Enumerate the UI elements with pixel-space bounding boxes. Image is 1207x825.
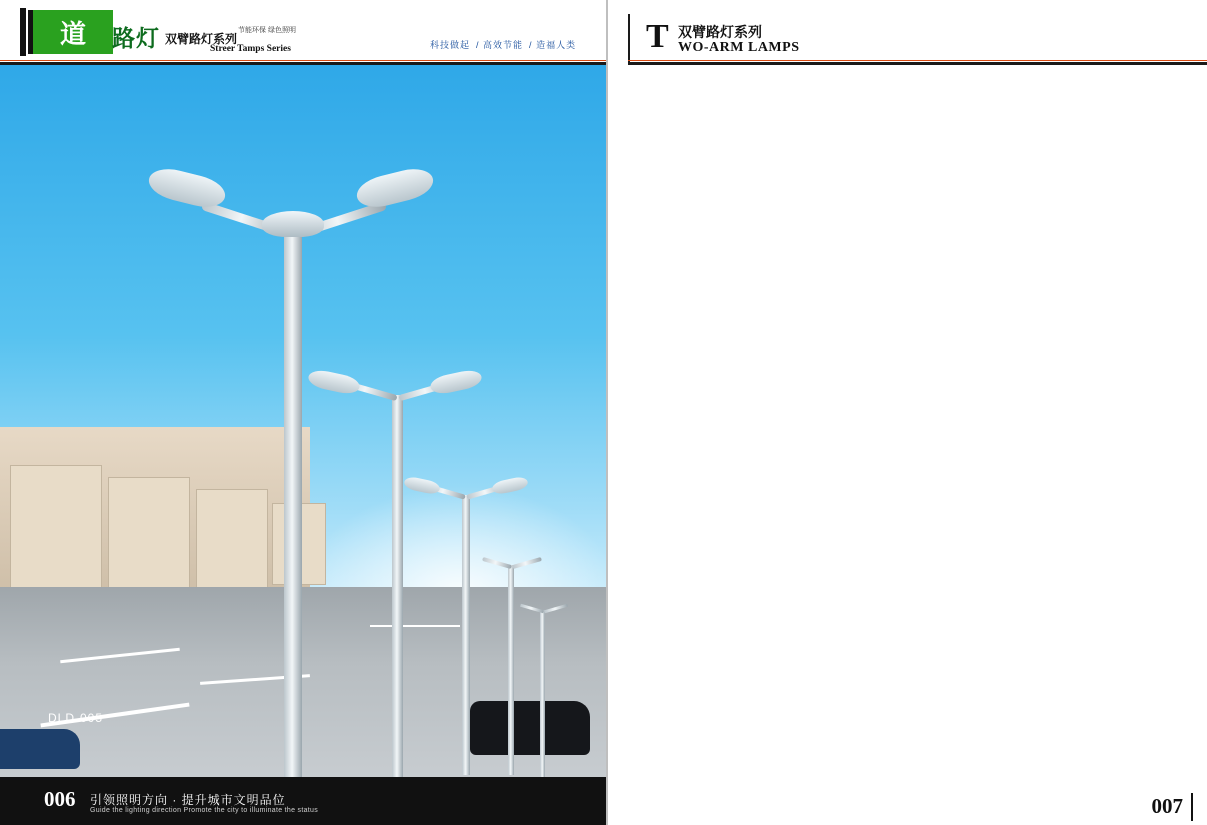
title-drop-cap: T <box>646 18 669 55</box>
lamp-crown-ornament <box>262 211 324 237</box>
lamp-pole-3 <box>462 495 470 775</box>
logo-accent-bar <box>20 8 26 56</box>
right-title-en: WO-ARM LAMPS <box>678 40 800 55</box>
lamp-pole-main <box>284 230 302 777</box>
logo-glyph: 道 <box>59 19 86 50</box>
brand-slogan-small: 节能环保 绿色照明 <box>238 27 296 34</box>
building <box>10 465 102 607</box>
left-hero-photo <box>0 65 608 777</box>
lane-marking <box>370 625 460 627</box>
car <box>470 701 590 755</box>
page-number-left: 006 <box>44 787 76 811</box>
header-accent-rule <box>0 60 608 61</box>
page-number-bar <box>1191 793 1193 821</box>
page-number-right: 007 <box>1151 794 1183 818</box>
right-header-rule <box>628 62 1207 65</box>
brand-series-cn: 双臂路灯系列 <box>165 32 238 46</box>
lamp-pole-5 <box>540 610 545 777</box>
right-header-bar <box>628 14 630 64</box>
footer-tagline-en: Guide the lighting direction Promote the city to illuminate the status <box>90 807 318 814</box>
building <box>108 477 190 599</box>
right-title-cn: 双臂路灯系列 <box>678 24 762 40</box>
header-tag-0: 科技做起 <box>430 40 471 50</box>
building <box>196 489 268 591</box>
footer-tagline-cn: 引领照明方向 · 提升城市文明品位 <box>90 793 286 807</box>
header-tags: 科技做起 / 高效节能 / 造福人类 <box>430 40 577 50</box>
car <box>0 729 80 769</box>
header-tag-1: 高效节能 <box>483 40 524 50</box>
right-page <box>608 0 1207 825</box>
brand-logo <box>28 10 113 54</box>
lamp-head <box>307 368 362 396</box>
lamp-head-right <box>354 164 437 212</box>
left-footer <box>0 777 608 825</box>
lamp-pole-2 <box>392 395 403 777</box>
left-header <box>0 0 608 62</box>
right-header-accent-rule <box>628 60 1207 61</box>
brand-title-cn: 路灯 <box>112 25 160 51</box>
header-tag-2: 造福人类 <box>536 40 577 50</box>
lamp-head-left <box>146 164 229 212</box>
lamp-pole-4 <box>508 565 514 775</box>
lamp-head <box>429 368 484 396</box>
brand-series-en: Streer Tamps Series <box>210 44 291 54</box>
left-photo-caption: DLD-005 <box>48 711 104 725</box>
